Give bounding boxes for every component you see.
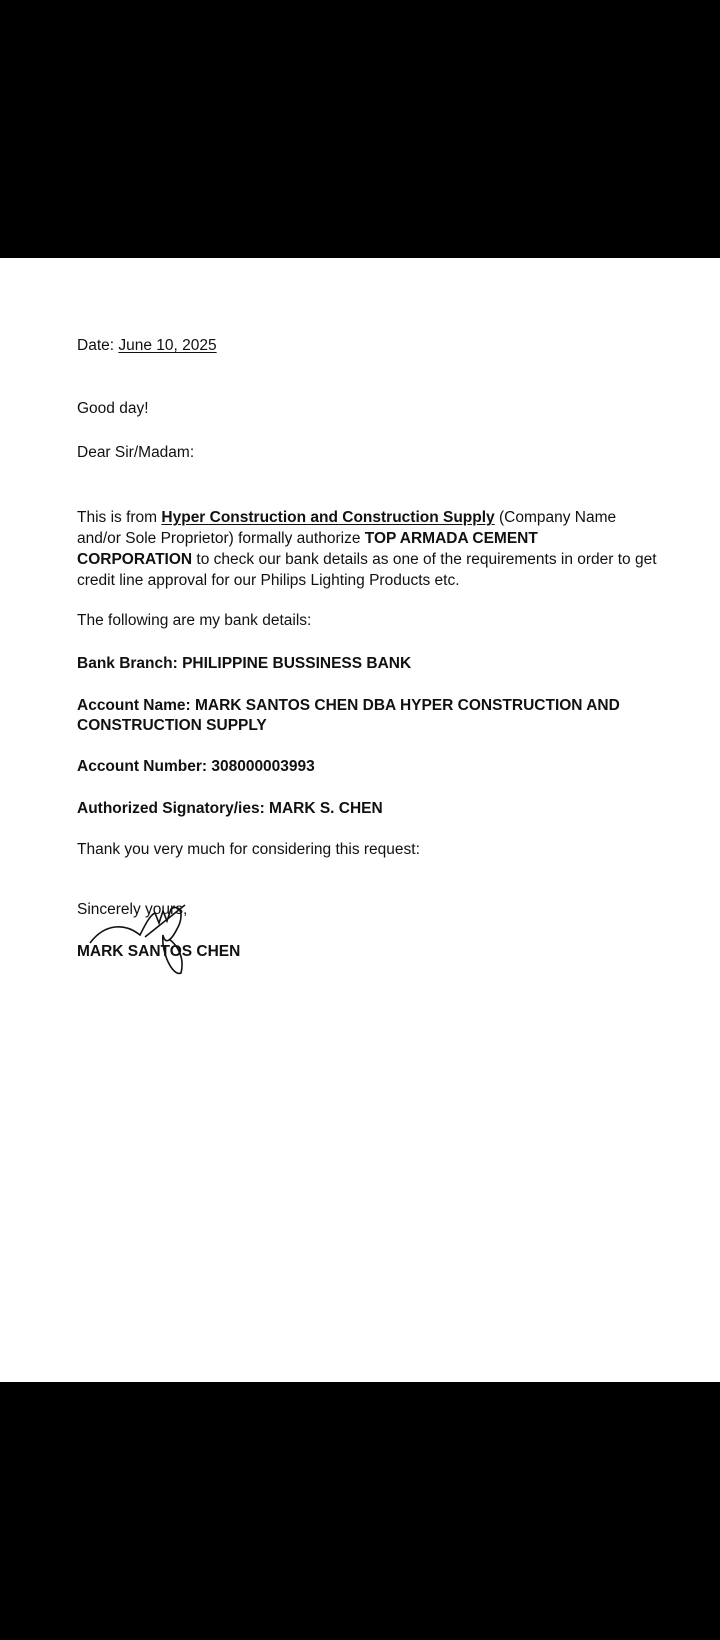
account-name-line2: CONSTRUCTION SUPPLY — [77, 717, 267, 734]
date-label: Date: — [77, 337, 115, 354]
account-name-line1: Account Name: MARK SANTOS CHEN DBA HYPER CONSTRUCTION AND — [77, 697, 620, 714]
bottom-black-bar — [0, 1382, 720, 1640]
bank-branch: Bank Branch: PHILIPPINE BUSSINESS BANK — [77, 655, 412, 672]
date-line — [77, 335, 217, 356]
salutation: Dear Sir/Madam: — [77, 444, 195, 461]
authorized-party: TOP ARMADA CEMENT CORPORATION — [77, 530, 538, 568]
closing: Sincerely yours, — [77, 901, 188, 918]
letter-page — [0, 258, 720, 1382]
thanks-line: Thank you very much for considering this request: — [77, 841, 420, 858]
date-value: June 10, 2025 — [118, 337, 217, 354]
company-name: Hyper Construction and Construction Supply — [161, 509, 495, 526]
body-paragraph — [77, 507, 657, 591]
authorized-signatories: Authorized Signatory/ies: MARK S. CHEN — [77, 800, 383, 817]
account-number: Account Number: 308000003993 — [77, 758, 315, 775]
signature-scribble — [85, 895, 195, 985]
body-intro: This is from — [77, 509, 162, 526]
top-black-bar — [0, 0, 720, 258]
signer-name: MARK SANTOS CHEN — [77, 943, 241, 960]
body-middle: (Company Name and/or Sole Proprietor) formally authorize — [77, 509, 617, 547]
greeting: Good day! — [77, 400, 149, 417]
body-end: to check our bank details as one of the requirements in order to get credit line approval for our Philips Lighting Products etc. — [77, 551, 657, 589]
bank-intro: The following are my bank details: — [77, 612, 312, 629]
